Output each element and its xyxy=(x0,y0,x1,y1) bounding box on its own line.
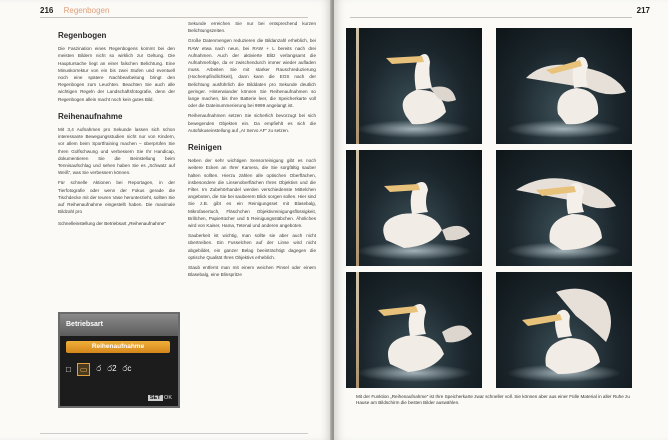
pelican-photo-5 xyxy=(346,272,482,388)
camera-menu-screen xyxy=(58,312,180,408)
reihenaufnahme-paragraph-1: Mit 3,4 Aufnahmen pro Sekunde lassen sich schon interessante Bewegungsstudien nicht nur von Kindern, vor allem beim Sportfraining machen – überprüfen Sie Ihren Golfschwung und verbessern Sie Ihr Handicap, dokumentieren Sie die Beinstellung beim Tennisaufschlag und sehen haben Sie es „Schwatz auf Weiß“, was Sie verbessern können. xyxy=(58,127,175,176)
pelican-photo-grid xyxy=(346,28,636,390)
camera-menu-footer xyxy=(148,395,172,401)
left-header-rule xyxy=(40,17,308,18)
heading-reinigen: Reinigen xyxy=(188,143,222,153)
right-page-number: 217 xyxy=(636,6,650,15)
single-shot-icon: □ xyxy=(66,364,71,374)
camera-figure-caption: Schnelleinstellung der Betriebsart „Reihenaufnahme“ xyxy=(58,221,166,227)
pelican-photo-2 xyxy=(496,28,632,144)
left-page xyxy=(0,0,332,440)
pelican-photo-4 xyxy=(496,150,632,266)
camera-menu-selected-item: Reihenaufnahme xyxy=(66,341,170,353)
left-column xyxy=(58,28,175,231)
left-footer-rule xyxy=(40,433,308,434)
ok-label: OK xyxy=(164,395,172,401)
camera-menu-title: Betriebsart xyxy=(66,321,103,328)
left-page-header xyxy=(40,6,109,15)
reihenaufnahme-paragraph-2: Für schnelle Aktionen bei Reportagen, in der Tierfotografie oder wenn der Fokus gerade die Tischdecke mit der teuren Vase herunterzieht, sollten Sie auf Reihenaufnahme eingestellt haben. Die maximale Bildzahl pro xyxy=(58,180,175,215)
right-header-rule xyxy=(350,17,632,18)
set-key-label: SET xyxy=(149,395,161,401)
pelican-photo-1 xyxy=(346,28,482,144)
col-b-paragraph-1: Sekunde erreichen Sie nur bei entsprechend kurzen Belichtungszeiten. xyxy=(188,21,316,34)
camera-menu-titlebar xyxy=(60,314,178,336)
pelican-image-1 xyxy=(346,28,482,144)
heading-reihenaufnahme: Reihenaufnahme xyxy=(58,111,123,121)
right-page-header xyxy=(637,6,650,15)
drive-mode-icons xyxy=(66,358,170,380)
reinigen-paragraph-2: Sauberkeit ist wichtig, man sollte sie aber auch nicht übertreiben. Ein Fusselchen auf der Linse wird nicht abgebildet, ein ganzer Belag beeinträchtigt dagegen die optische Qualität Ihres Objektivs erheblich. xyxy=(188,233,316,260)
right-column-left-page xyxy=(188,20,316,282)
pelican-photo-6 xyxy=(496,272,632,388)
pelican-image-6 xyxy=(496,272,632,388)
reinigen-paragraph-1: Neben der sehr wichtigen Sensorreinigung gibt es noch weitere Ecken an Ihrer Kamera, die Sie sorgfältig sauber halten sollten. Hierzu zählen alle optischen Oberflächen, insbesondere die Linsenoberflächen Ihres Objektivs und die Filter. Im Zubehörhandel werden verschiedenste Mittelchen angeboten, die Sie bei sauberem Blick sorgen sollen. Hier sind Sie z.B. gibt es ein Reinigungsset mit Blasebalg, Mikrofasertuch, Fläschchen Objektivreinigungsflüssigkeit, Brillchen, Papiertücher und 5 Reinigungsstäbchen. Ähnliches wird von Kaiser, Hama, Tetenal und anderen angeboten. xyxy=(188,158,316,229)
heading-regenbogen: Regenbogen xyxy=(58,31,107,40)
col-b-paragraph-3: Reihenaufnahmen setzen Sie sicherlich bevorzugt bei sich bewegenden Objekten ein. Da empfiehlt es sich die Autofokuseinstellung auf „AI Servo AF“ zu setzen. xyxy=(188,113,316,133)
pelican-photo-3 xyxy=(346,150,482,266)
pelican-image-5 xyxy=(346,272,482,388)
left-page-number: 216 xyxy=(40,6,54,15)
section-label: Regenbogen xyxy=(63,6,110,15)
self-timer-2s-icon: ර2 xyxy=(107,364,117,373)
pelican-image-3 xyxy=(346,150,482,266)
reinigen-paragraph-3: Staub entfernt man mit einem weichen Pinsel oder einem Blasebalg, eine Blinspritze xyxy=(188,265,316,278)
regenbogen-paragraph: Die Faszination eines Regenbogens kommt bei den meisten Bildern nicht so wirklich zur Geltung. Die Hauptursache liegt an einer falschen Belichtung. Eine Minuskorrektur von ein bis zwei Stufen und eventuell noch eine spätere Nachbearbeitung bringt den Regenbogen zum Leuchten. Beachten Sie auch alle wichtigen Regeln der Landschaftsfotografie, denn der Regenbogen allein macht noch kein gutes Bild. xyxy=(58,46,175,102)
self-timer-icon: ර xyxy=(96,364,102,373)
continuous-shot-icon: ▭ xyxy=(77,363,91,376)
col-b-paragraph-2: Große Datenmengen reduzieren die Bildanzahl erheblich, bei RAW etwa nach neun, bei RAW + L bereits nach drei Aufnahmen. Auch der aktivierte Blitz verlangsamt die Aufnahmefolge, da er zwischendurch immer wieder aufladen muss. Arbeiten Sie mit starker Rauschreduzierung (Hochempfindlichkeit), dann kann die EOS nach der Belichtung ausführlich die Bilddaten pro Sekunde deutlich geringer. Hinterwiander können Sie Reihenaufnahmen so lange machen, bis Ihre Batterie leer, die Speicherkarte voll oder die Dateinummerierung bei 9999 angelangt ist. xyxy=(188,38,316,109)
pelican-image-2 xyxy=(496,28,632,144)
pelican-image-4 xyxy=(496,150,632,266)
self-timer-continuous-icon: රc xyxy=(122,364,132,373)
photo-caption: Mit der Funktion „Reihenaufnahme“ ist Ihre Speicherkarte zwar schneller voll. Sie können aber aus einer Fülle Material in aller Ruhe zu Hause am Bildschirm die besten Bilder auswählen. xyxy=(356,394,630,405)
